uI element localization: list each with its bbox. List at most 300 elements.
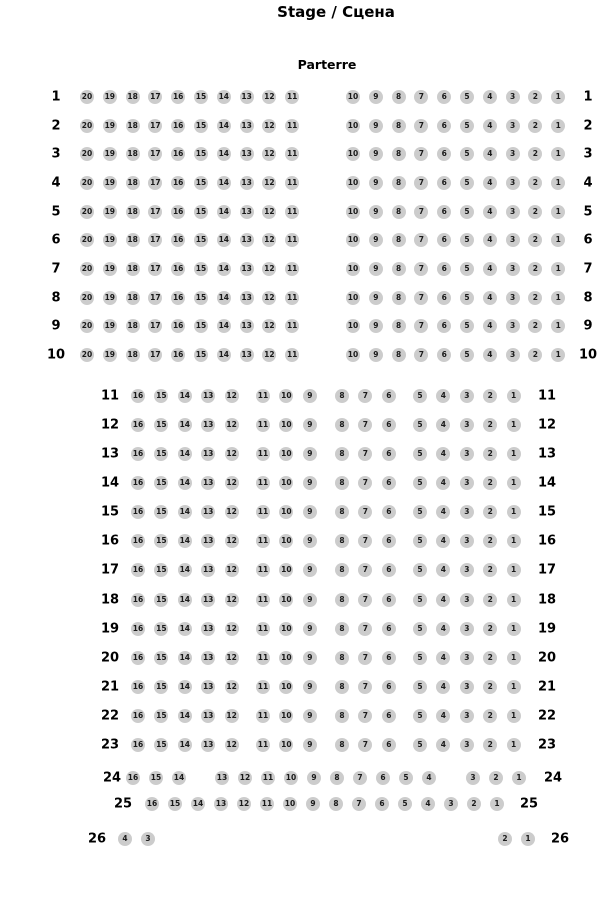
seat[interactable]: 8	[335, 738, 349, 752]
seat[interactable]: 14	[172, 771, 186, 785]
seat[interactable]: 12	[225, 389, 239, 403]
seat[interactable]: 15	[154, 476, 168, 490]
seat[interactable]: 12	[225, 651, 239, 665]
seat[interactable]: 12	[262, 119, 276, 133]
seat[interactable]: 10	[346, 319, 360, 333]
seat[interactable]: 15	[154, 505, 168, 519]
seat[interactable]: 4	[483, 291, 497, 305]
seat[interactable]: 4	[483, 205, 497, 219]
seat[interactable]: 16	[171, 319, 185, 333]
seat[interactable]: 15	[154, 593, 168, 607]
seat[interactable]: 16	[171, 90, 185, 104]
seat[interactable]: 4	[436, 447, 450, 461]
seat[interactable]: 5	[460, 176, 474, 190]
seat[interactable]: 4	[118, 832, 132, 846]
seat[interactable]: 9	[303, 709, 317, 723]
seat[interactable]: 15	[194, 90, 208, 104]
seat[interactable]: 16	[131, 680, 145, 694]
seat[interactable]: 20	[80, 176, 94, 190]
seat[interactable]: 5	[460, 348, 474, 362]
seat[interactable]: 11	[256, 622, 270, 636]
seat[interactable]: 5	[460, 147, 474, 161]
seat[interactable]: 11	[256, 651, 270, 665]
seat[interactable]: 8	[392, 319, 406, 333]
seat[interactable]: 15	[154, 447, 168, 461]
seat[interactable]: 14	[178, 738, 192, 752]
seat[interactable]: 2	[483, 709, 497, 723]
seat[interactable]: 12	[237, 797, 251, 811]
seat[interactable]: 15	[168, 797, 182, 811]
seat[interactable]: 10	[279, 505, 293, 519]
seat[interactable]: 5	[413, 389, 427, 403]
seat[interactable]: 13	[201, 709, 215, 723]
seat[interactable]: 12	[262, 233, 276, 247]
seat[interactable]: 12	[238, 771, 252, 785]
seat[interactable]: 14	[178, 447, 192, 461]
seat[interactable]: 3	[506, 147, 520, 161]
seat[interactable]: 8	[392, 176, 406, 190]
seat[interactable]: 4	[436, 563, 450, 577]
seat[interactable]: 10	[346, 233, 360, 247]
seat[interactable]: 19	[103, 262, 117, 276]
seat[interactable]: 17	[148, 90, 162, 104]
seat[interactable]: 3	[460, 418, 474, 432]
seat[interactable]: 6	[437, 319, 451, 333]
seat[interactable]: 6	[382, 593, 396, 607]
seat[interactable]: 11	[285, 205, 299, 219]
seat[interactable]: 8	[335, 389, 349, 403]
seat[interactable]: 13	[201, 476, 215, 490]
seat[interactable]: 17	[148, 319, 162, 333]
seat[interactable]: 10	[279, 447, 293, 461]
seat[interactable]: 8	[330, 771, 344, 785]
seat[interactable]: 9	[303, 534, 317, 548]
seat[interactable]: 10	[346, 291, 360, 305]
seat[interactable]: 13	[240, 262, 254, 276]
seat[interactable]: 20	[80, 119, 94, 133]
seat[interactable]: 2	[483, 680, 497, 694]
seat[interactable]: 6	[382, 447, 396, 461]
seat[interactable]: 6	[437, 233, 451, 247]
seat[interactable]: 7	[414, 348, 428, 362]
seat[interactable]: 4	[483, 233, 497, 247]
seat[interactable]: 13	[201, 447, 215, 461]
seat[interactable]: 13	[240, 119, 254, 133]
seat[interactable]: 11	[260, 797, 274, 811]
seat[interactable]: 7	[358, 709, 372, 723]
seat[interactable]: 8	[335, 534, 349, 548]
seat[interactable]: 16	[131, 622, 145, 636]
seat[interactable]: 9	[303, 738, 317, 752]
seat[interactable]: 15	[194, 147, 208, 161]
seat[interactable]: 3	[444, 797, 458, 811]
seat[interactable]: 11	[261, 771, 275, 785]
seat[interactable]: 19	[103, 319, 117, 333]
seat[interactable]: 2	[528, 147, 542, 161]
seat[interactable]: 10	[346, 119, 360, 133]
seat[interactable]: 14	[217, 90, 231, 104]
seat[interactable]: 13	[240, 176, 254, 190]
seat[interactable]: 6	[382, 534, 396, 548]
seat[interactable]: 15	[154, 563, 168, 577]
seat[interactable]: 16	[145, 797, 159, 811]
seat[interactable]: 15	[149, 771, 163, 785]
seat[interactable]: 1	[512, 771, 526, 785]
seat[interactable]: 5	[413, 476, 427, 490]
seat[interactable]: 16	[171, 176, 185, 190]
seat[interactable]: 2	[483, 505, 497, 519]
seat[interactable]: 9	[369, 291, 383, 305]
seat[interactable]: 3	[460, 476, 474, 490]
seat[interactable]: 15	[194, 291, 208, 305]
seat[interactable]: 2	[528, 205, 542, 219]
seat[interactable]: 16	[131, 651, 145, 665]
seat[interactable]: 12	[262, 147, 276, 161]
seat[interactable]: 17	[148, 147, 162, 161]
seat[interactable]: 3	[460, 534, 474, 548]
seat[interactable]: 7	[358, 680, 372, 694]
seat[interactable]: 9	[369, 262, 383, 276]
seat[interactable]: 20	[80, 291, 94, 305]
seat[interactable]: 9	[369, 348, 383, 362]
seat[interactable]: 1	[551, 205, 565, 219]
seat[interactable]: 19	[103, 291, 117, 305]
seat[interactable]: 13	[201, 418, 215, 432]
seat[interactable]: 6	[437, 119, 451, 133]
seat[interactable]: 7	[358, 563, 372, 577]
seat[interactable]: 16	[131, 709, 145, 723]
seat[interactable]: 11	[285, 348, 299, 362]
seat[interactable]: 6	[382, 680, 396, 694]
seat[interactable]: 3	[460, 593, 474, 607]
seat[interactable]: 7	[414, 233, 428, 247]
seat[interactable]: 9	[369, 147, 383, 161]
seat[interactable]: 9	[369, 233, 383, 247]
seat[interactable]: 5	[413, 651, 427, 665]
seat[interactable]: 2	[483, 389, 497, 403]
seat[interactable]: 1	[507, 476, 521, 490]
seat[interactable]: 18	[126, 319, 140, 333]
seat[interactable]: 11	[256, 738, 270, 752]
seat[interactable]: 1	[551, 348, 565, 362]
seat[interactable]: 8	[335, 680, 349, 694]
seat[interactable]: 18	[126, 147, 140, 161]
seat[interactable]: 11	[285, 176, 299, 190]
seat[interactable]: 10	[346, 90, 360, 104]
seat[interactable]: 1	[507, 505, 521, 519]
seat[interactable]: 12	[225, 476, 239, 490]
seat[interactable]: 9	[306, 797, 320, 811]
seat[interactable]: 19	[103, 119, 117, 133]
seat[interactable]: 2	[528, 90, 542, 104]
seat[interactable]: 4	[422, 771, 436, 785]
seat[interactable]: 12	[262, 262, 276, 276]
seat[interactable]: 11	[256, 418, 270, 432]
seat[interactable]: 1	[490, 797, 504, 811]
seat[interactable]: 4	[436, 622, 450, 636]
seat[interactable]: 13	[240, 348, 254, 362]
seat[interactable]: 18	[126, 119, 140, 133]
seat[interactable]: 8	[335, 651, 349, 665]
seat[interactable]: 13	[201, 593, 215, 607]
seat[interactable]: 12	[225, 447, 239, 461]
seat[interactable]: 4	[436, 738, 450, 752]
seat[interactable]: 16	[131, 505, 145, 519]
seat[interactable]: 5	[460, 90, 474, 104]
seat[interactable]: 9	[369, 205, 383, 219]
seat[interactable]: 1	[551, 176, 565, 190]
seat[interactable]: 14	[178, 563, 192, 577]
seat[interactable]: 5	[413, 563, 427, 577]
seat[interactable]: 14	[217, 205, 231, 219]
seat[interactable]: 3	[506, 205, 520, 219]
seat[interactable]: 3	[506, 233, 520, 247]
seat[interactable]: 3	[506, 90, 520, 104]
seat[interactable]: 19	[103, 233, 117, 247]
seat[interactable]: 5	[398, 797, 412, 811]
seat[interactable]: 2	[483, 738, 497, 752]
seat[interactable]: 3	[506, 348, 520, 362]
seat[interactable]: 1	[551, 319, 565, 333]
seat[interactable]: 16	[171, 233, 185, 247]
seat[interactable]: 7	[414, 147, 428, 161]
seat[interactable]: 14	[217, 233, 231, 247]
seat[interactable]: 9	[307, 771, 321, 785]
seat[interactable]: 11	[256, 563, 270, 577]
seat[interactable]: 8	[335, 418, 349, 432]
seat[interactable]: 6	[382, 738, 396, 752]
seat[interactable]: 14	[217, 319, 231, 333]
seat[interactable]: 12	[262, 90, 276, 104]
seat[interactable]: 6	[382, 389, 396, 403]
seat[interactable]: 5	[413, 418, 427, 432]
seat[interactable]: 11	[256, 447, 270, 461]
seat[interactable]: 10	[284, 771, 298, 785]
seat[interactable]: 6	[437, 348, 451, 362]
seat[interactable]: 8	[329, 797, 343, 811]
seat[interactable]: 1	[507, 680, 521, 694]
seat[interactable]: 16	[171, 291, 185, 305]
seat[interactable]: 10	[279, 593, 293, 607]
seat[interactable]: 14	[178, 651, 192, 665]
seat[interactable]: 9	[303, 505, 317, 519]
seat[interactable]: 3	[460, 447, 474, 461]
seat[interactable]: 18	[126, 291, 140, 305]
seat[interactable]: 18	[126, 348, 140, 362]
seat[interactable]: 9	[303, 418, 317, 432]
seat[interactable]: 3	[466, 771, 480, 785]
seat[interactable]: 1	[507, 709, 521, 723]
seat[interactable]: 14	[178, 680, 192, 694]
seat[interactable]: 16	[171, 262, 185, 276]
seat[interactable]: 15	[154, 389, 168, 403]
seat[interactable]: 11	[285, 291, 299, 305]
seat[interactable]: 2	[528, 348, 542, 362]
seat[interactable]: 12	[225, 709, 239, 723]
seat[interactable]: 11	[256, 680, 270, 694]
seat[interactable]: 17	[148, 176, 162, 190]
seat[interactable]: 13	[240, 319, 254, 333]
seat[interactable]: 1	[551, 262, 565, 276]
seat[interactable]: 5	[413, 622, 427, 636]
seat[interactable]: 6	[437, 262, 451, 276]
seat[interactable]: 16	[131, 447, 145, 461]
seat[interactable]: 14	[191, 797, 205, 811]
seat[interactable]: 2	[483, 534, 497, 548]
seat[interactable]: 7	[358, 622, 372, 636]
seat[interactable]: 12	[262, 348, 276, 362]
seat[interactable]: 10	[279, 389, 293, 403]
seat[interactable]: 10	[346, 205, 360, 219]
seat[interactable]: 14	[217, 176, 231, 190]
seat[interactable]: 9	[303, 563, 317, 577]
seat[interactable]: 11	[256, 476, 270, 490]
seat[interactable]: 9	[369, 319, 383, 333]
seat[interactable]: 15	[194, 262, 208, 276]
seat[interactable]: 8	[392, 291, 406, 305]
seat[interactable]: 20	[80, 233, 94, 247]
seat[interactable]: 11	[256, 534, 270, 548]
seat[interactable]: 2	[528, 176, 542, 190]
seat[interactable]: 13	[201, 622, 215, 636]
seat[interactable]: 16	[126, 771, 140, 785]
seat[interactable]: 2	[528, 262, 542, 276]
seat[interactable]: 14	[217, 119, 231, 133]
seat[interactable]: 13	[240, 233, 254, 247]
seat[interactable]: 2	[489, 771, 503, 785]
seat[interactable]: 2	[483, 418, 497, 432]
seat[interactable]: 12	[225, 593, 239, 607]
seat[interactable]: 13	[201, 389, 215, 403]
seat[interactable]: 1	[507, 563, 521, 577]
seat[interactable]: 14	[217, 348, 231, 362]
seat[interactable]: 13	[240, 147, 254, 161]
seat[interactable]: 1	[507, 738, 521, 752]
seat[interactable]: 7	[352, 797, 366, 811]
seat[interactable]: 12	[225, 622, 239, 636]
seat[interactable]: 18	[126, 205, 140, 219]
seat[interactable]: 10	[279, 563, 293, 577]
seat[interactable]: 5	[413, 680, 427, 694]
seat[interactable]: 8	[392, 147, 406, 161]
seat[interactable]: 7	[358, 651, 372, 665]
seat[interactable]: 7	[414, 262, 428, 276]
seat[interactable]: 6	[437, 205, 451, 219]
seat[interactable]: 16	[131, 389, 145, 403]
seat[interactable]: 11	[256, 505, 270, 519]
seat[interactable]: 20	[80, 205, 94, 219]
seat[interactable]: 3	[506, 176, 520, 190]
seat[interactable]: 8	[335, 563, 349, 577]
seat[interactable]: 2	[467, 797, 481, 811]
seat[interactable]: 8	[335, 593, 349, 607]
seat[interactable]: 17	[148, 291, 162, 305]
seat[interactable]: 3	[141, 832, 155, 846]
seat[interactable]: 5	[460, 233, 474, 247]
seat[interactable]: 3	[506, 291, 520, 305]
seat[interactable]: 10	[279, 709, 293, 723]
seat[interactable]: 14	[217, 262, 231, 276]
seat[interactable]: 10	[346, 147, 360, 161]
seat[interactable]: 19	[103, 205, 117, 219]
seat[interactable]: 14	[178, 505, 192, 519]
seat[interactable]: 6	[375, 797, 389, 811]
seat[interactable]: 12	[225, 534, 239, 548]
seat[interactable]: 1	[507, 593, 521, 607]
seat[interactable]: 12	[225, 680, 239, 694]
seat[interactable]: 18	[126, 233, 140, 247]
seat[interactable]: 3	[506, 119, 520, 133]
seat[interactable]: 2	[483, 622, 497, 636]
seat[interactable]: 4	[483, 119, 497, 133]
seat[interactable]: 1	[507, 622, 521, 636]
seat[interactable]: 11	[285, 119, 299, 133]
seat[interactable]: 5	[413, 738, 427, 752]
seat[interactable]: 5	[460, 119, 474, 133]
seat[interactable]: 8	[392, 262, 406, 276]
seat[interactable]: 6	[382, 476, 396, 490]
seat[interactable]: 15	[154, 651, 168, 665]
seat[interactable]: 15	[194, 119, 208, 133]
seat[interactable]: 20	[80, 147, 94, 161]
seat[interactable]: 15	[194, 176, 208, 190]
seat[interactable]: 1	[551, 90, 565, 104]
seat[interactable]: 6	[437, 176, 451, 190]
seat[interactable]: 1	[521, 832, 535, 846]
seat[interactable]: 15	[154, 534, 168, 548]
seat[interactable]: 12	[262, 319, 276, 333]
seat[interactable]: 18	[126, 262, 140, 276]
seat[interactable]: 13	[240, 90, 254, 104]
seat[interactable]: 20	[80, 319, 94, 333]
seat[interactable]: 12	[262, 291, 276, 305]
seat[interactable]: 11	[285, 147, 299, 161]
seat[interactable]: 19	[103, 176, 117, 190]
seat[interactable]: 9	[303, 447, 317, 461]
seat[interactable]: 1	[507, 447, 521, 461]
seat[interactable]: 17	[148, 233, 162, 247]
seat[interactable]: 3	[506, 319, 520, 333]
seat[interactable]: 13	[201, 651, 215, 665]
seat[interactable]: 13	[201, 680, 215, 694]
seat[interactable]: 16	[171, 348, 185, 362]
seat[interactable]: 8	[335, 505, 349, 519]
seat[interactable]: 8	[392, 90, 406, 104]
seat[interactable]: 4	[436, 680, 450, 694]
seat[interactable]: 15	[154, 709, 168, 723]
seat[interactable]: 5	[399, 771, 413, 785]
seat[interactable]: 14	[217, 291, 231, 305]
seat[interactable]: 20	[80, 262, 94, 276]
seat[interactable]: 8	[392, 233, 406, 247]
seat[interactable]: 6	[437, 291, 451, 305]
seat[interactable]: 16	[131, 476, 145, 490]
seat[interactable]: 9	[303, 593, 317, 607]
seat[interactable]: 16	[171, 119, 185, 133]
seat[interactable]: 7	[358, 505, 372, 519]
seat[interactable]: 8	[335, 622, 349, 636]
seat[interactable]: 16	[171, 205, 185, 219]
seat[interactable]: 13	[201, 505, 215, 519]
seat[interactable]: 2	[483, 651, 497, 665]
seat[interactable]: 8	[335, 447, 349, 461]
seat[interactable]: 9	[303, 680, 317, 694]
seat[interactable]: 14	[178, 389, 192, 403]
seat[interactable]: 3	[460, 651, 474, 665]
seat[interactable]: 1	[507, 651, 521, 665]
seat[interactable]: 15	[194, 233, 208, 247]
seat[interactable]: 17	[148, 262, 162, 276]
